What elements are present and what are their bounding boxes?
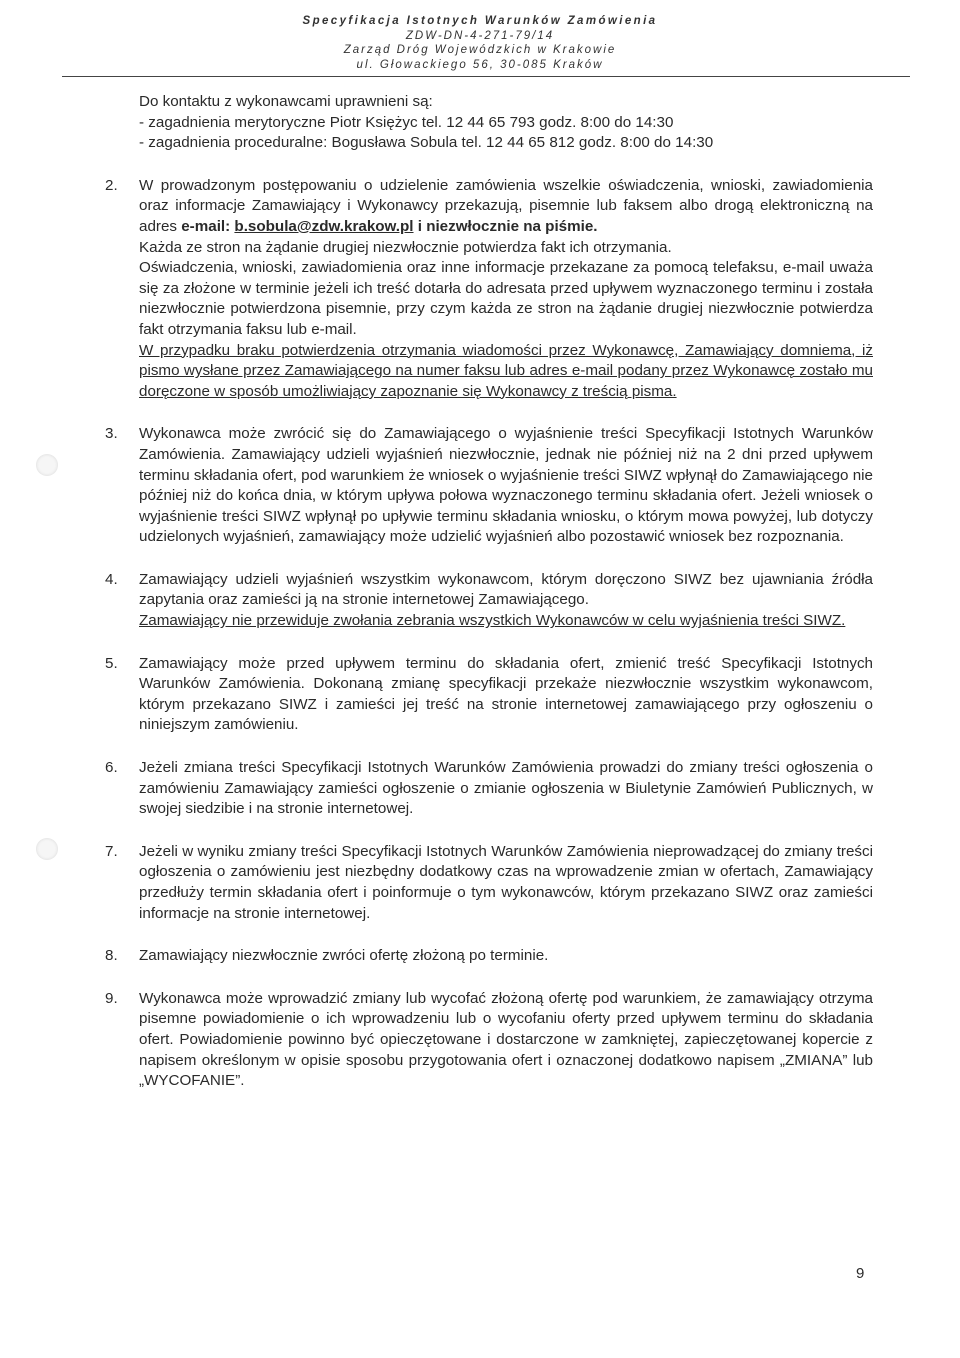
header-organization: Zarząd Dróg Wojewódzkich w Krakowie <box>343 44 617 56</box>
section-2-paragraph-2: Każda ze stron na żądanie drugiej niezwłocznie potwierdza fakt ich otrzymania. <box>139 238 672 256</box>
section-6 <box>105 758 873 820</box>
section-number: 3. <box>105 425 118 443</box>
section-9 <box>105 989 873 1092</box>
email-label: e-mail: <box>181 217 231 235</box>
section-7 <box>105 842 873 924</box>
document-body <box>0 92 960 1114</box>
section-number: 9. <box>105 989 118 1007</box>
header-title: Specyfikacja Istotnych Warunków Zamówienia <box>302 15 658 27</box>
header-reference-number: ZDW-DN-4-271-79/14 <box>405 29 555 42</box>
section-number: 4. <box>105 570 118 588</box>
section-number: 8. <box>105 947 118 965</box>
contact-procedural: - zagadnienia proceduralne: Bogusława Sobula tel. 12 44 65 812 godz. 8:00 do 14:30 <box>139 134 714 152</box>
header-address: ul. Głowackiego 56, 30-085 Kraków <box>356 58 604 71</box>
email-link[interactable]: b.sobula@zdw.krakow.pl <box>234 217 414 235</box>
section-number: 7. <box>105 842 118 860</box>
section-2-paragraph-1 <box>139 176 873 238</box>
section-4-text: Zamawiający udzieli wyjaśnień wszystkim wykonawcom, którym doręczono SIWZ bez ujawniania źródła zapytania oraz zamieści ją na stronie internetowej Zamawiającego. <box>139 570 873 609</box>
section-2-paragraph-4: W przypadku braku potwierdzenia otrzymania wiadomości przez Wykonawcę, Zamawiający domniema, iż pismo wysłane przez Zamawiającego na numer faksu lub adres e-mail podany przez Wykonawcę zostało mu doręczone w sposób umożliwiający zapoznanie się Wykonawcy z treścią pisma. <box>139 341 873 400</box>
section-number: 5. <box>105 654 118 672</box>
contact-substantive: - zagadnienia merytoryczne Piotr Księżyc tel. 12 44 65 793 godz. 8:00 do 14:30 <box>139 113 674 131</box>
document-header <box>0 14 960 72</box>
section-5 <box>105 654 873 736</box>
section-3 <box>105 424 873 548</box>
header-divider <box>62 76 910 77</box>
contact-intro: Do kontaktu z wykonawcami uprawnieni są: <box>139 93 433 110</box>
page-number: 9 <box>856 1265 865 1282</box>
section-9-text: Wykonawca może wprowadzić zmiany lub wycofać złożoną ofertę pod warunkiem, że zamawiający otrzyma pisemne powiadomienie o ich wprowadzeniu lub o wycofaniu oferty przed upływem terminu do składania ofert. Powiadomienie powinno być opieczętowane i dostarczone w zamkniętej, zapieczętowanej kopercie z napisem określonym w opisie sposobu przygotowania ofert i oznaczonej dodatkowo napisem „ZMIANA” lub „WYCOFANIE”. <box>139 989 873 1090</box>
section-number: 6. <box>105 759 118 777</box>
section-4-underlined-text: Zamawiający nie przewiduje zwołania zebrania wszystkich Wykonawców w celu wyjaśnienia treści SIWZ. <box>139 612 846 630</box>
section-7-text: Jeżeli w wyniku zmiany treści Specyfikacji Istotnych Warunków Zamówienia nieprowadzącej do zmiany treści ogłoszenia o zamówieniu jest niezbędny dodatkowy czas na wprowadzenie zmian w ofertach, Zamawiający przedłuży termin składania ofert i poinformuje o tym wykonawców, którym przekazano SIWZ oraz zamieści informacje na stronie internetowej. <box>139 842 873 922</box>
section-number: 2. <box>105 176 118 194</box>
section-3-text: Wykonawca może zwrócić się do Zamawiającego o wyjaśnienie treści Specyfikacji Istotnych Warunków Zamówienia. Zamawiający udzieli wyjaśnień niezwłocznie, jednak nie później niż na 2 dni przed upływem terminu składania ofert, pod warunkiem że wniosek o wyjaśnienie treści SIWZ wpłynął do Zamawiającego nie później niż do końca dnia, w którym upływa połowa wyznaczonego terminu składania ofert. Jeżeli wniosek o wyjaśnienie treści SIWZ wpłynął po upływie terminu składania wniosku, o którym mowa powyżej, lub dotyczy udzielonych wyjaśnień, zamawiający może udzielić wyjaśnień albo pozostawić wniosek bez rozpoznania. <box>139 425 873 546</box>
email-after-text: i niezwłocznie na piśmie. <box>417 217 598 235</box>
section-6-text: Jeżeli zmiana treści Specyfikacji Istotnych Warunków Zamówienia prowadzi do zmiany treści ogłoszenia o zamówieniu Zamawiający zamieści ogłoszenie o zmianie ogłoszenia w Biuletynie Zamówień Publicznych, w swojej siedzibie i na stronie internetowej. <box>139 759 873 818</box>
section-5-text: Zamawiający może przed upływem terminu do składania ofert, zmienić treść Specyfikacji Istotnych Warunków Zamówienia. Dokonaną zmianę specyfikacji przekaże niezwłocznie wszystkim wykonawcom, którym przekazano SIWZ i zamieści jej treść na stronie internetowej zamawiającego przy ogłoszeniu o niniejszym zamówieniu. <box>139 654 873 734</box>
section-2-paragraph-3: Oświadczenia, wnioski, zawiadomienia oraz inne informacje przekazane za pomocą telefaksu, e-mail uważa się za złożone w terminie jeżeli ich treść dotarła do adresata przed upływem wyznaczonego terminu i została niezwłocznie potwierdzona pisemnie, przy czym każda ze stron na żądanie drugiej niezwłocznie potwierdza fakt otrzymania faksu lub e-mail. <box>139 259 873 338</box>
contact-block <box>139 92 960 154</box>
section-4 <box>105 570 873 632</box>
section-2 <box>105 176 873 403</box>
section-8-text: Zamawiający niezwłocznie zwróci ofertę złożoną po terminie. <box>139 947 549 965</box>
section-2-text: W prowadzonym postępowaniu o udzielenie zamówienia wszelkie oświadczenia, wnioski, zawiadomienia oraz informacje Zamawiający i Wykonawcy przekazują, pisemnie lub faksem albo drogą elektroniczną na adres <box>139 176 873 235</box>
section-8 <box>105 946 873 967</box>
